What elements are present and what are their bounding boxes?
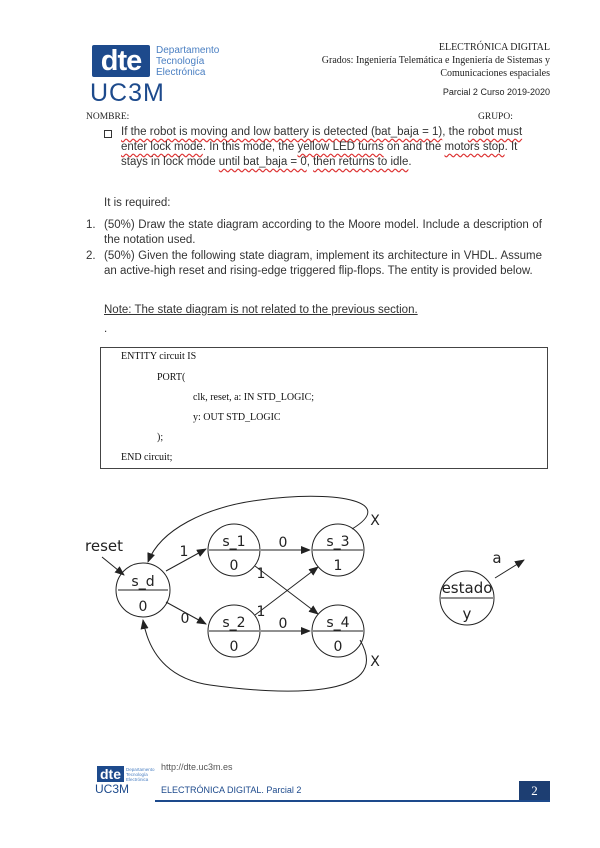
marked-phrase: motors stop	[444, 141, 505, 153]
marked-phrase: If the robot is moving and low battery is detected (bat_baja = 1)	[121, 126, 443, 138]
state-name: s_d	[131, 574, 155, 590]
state-output: 0	[229, 639, 239, 655]
note-text: Note: The state diagram is not related to the previous section.	[104, 304, 418, 316]
transition-label: 0	[278, 616, 288, 632]
required-label: It is required:	[104, 197, 171, 209]
state-name: s_3	[326, 534, 350, 550]
state-output: 0	[138, 599, 148, 615]
degrees-line: Grados: Ingeniería Telemática e Ingeniería de Sistemas y	[321, 55, 550, 66]
marked-phrase: yellow LED turns	[297, 141, 384, 153]
state-output: 0	[333, 639, 343, 655]
transition-label: 0	[278, 535, 288, 551]
transition-label: X	[370, 654, 380, 670]
bullet-paragraph	[121, 125, 546, 170]
uc3m-logo-text: UC3M	[90, 79, 165, 107]
state-output: 1	[333, 558, 343, 574]
state-name: s_4	[326, 615, 350, 631]
dte-logo	[92, 45, 150, 77]
text-fragment: , the	[442, 126, 468, 138]
state-name: s_1	[222, 534, 246, 550]
item-number: 1.	[86, 219, 96, 231]
legend-output-label: y	[462, 605, 472, 623]
transition-label: X	[370, 513, 380, 529]
course-title: ELECTRÓNICA DIGITAL	[438, 42, 550, 53]
legend-input-label: a	[492, 549, 502, 567]
code-line: );	[157, 432, 164, 443]
footer-logo-text: dte	[100, 766, 121, 782]
dept-line: Departamento	[156, 45, 220, 56]
vhdl-entity-box	[100, 347, 548, 469]
bullet-marker	[104, 130, 112, 138]
code-line: PORT(	[157, 372, 186, 383]
footer-logo	[97, 766, 124, 782]
reset-arrow	[102, 557, 124, 575]
footer-title: ELECTRÓNICA DIGITAL. Parcial 2	[161, 785, 302, 795]
stray-dot: .	[104, 323, 108, 335]
grupo-label: GRUPO:	[478, 112, 513, 122]
exam-course: Parcial 2 Curso 2019-2020	[442, 87, 550, 97]
dept-line: Electrónica	[156, 67, 206, 78]
page-number: 2	[519, 781, 550, 800]
logo-text: dte	[100, 45, 142, 77]
text-fragment: ,	[306, 156, 314, 168]
item-number: 2.	[86, 250, 96, 262]
code-line: clk, reset, a: IN STD_LOGIC;	[193, 392, 315, 403]
transition-label: 1	[256, 566, 266, 582]
transition-label: 1	[179, 544, 189, 560]
code-line: END circuit;	[121, 452, 173, 463]
text-fragment: . It stays in lock mode	[121, 141, 518, 168]
text-fragment: . In this mode, the	[202, 141, 298, 153]
dept-line: Electrónica	[126, 777, 149, 782]
nombre-label: NOMBRE:	[86, 112, 130, 122]
marked-phrase: robot must enter lock mode	[121, 126, 523, 153]
dept-line: Tecnología	[156, 56, 205, 67]
department-name	[156, 45, 219, 78]
code-line: ENTITY circuit IS	[121, 351, 197, 362]
state-name: s_2	[222, 615, 246, 631]
state-output: 0	[229, 558, 239, 574]
footer-uc3m: UC3M	[95, 782, 130, 796]
text-fragment: .	[408, 156, 412, 168]
transition-label: 0	[180, 611, 190, 627]
legend-state-label: estado	[441, 579, 493, 597]
footer-department	[126, 767, 155, 782]
transition-label: 1	[256, 604, 266, 620]
degrees-line: Comunicaciones espaciales	[440, 68, 550, 79]
state-diagram	[0, 490, 600, 720]
code-line: y: OUT STD_LOGIC	[193, 412, 281, 423]
question-item: (50%) Draw the state diagram according to the Moore model. Include a description of the notation used.	[104, 219, 542, 246]
question-item: (50%) Given the following state diagram, implement its architecture in VHDL. Assume an active-high reset and rising-edge triggered flip-flops. The entity is provided below.	[104, 250, 542, 277]
footer-url: http://dte.uc3m.es	[161, 762, 233, 772]
text-fragment: on and the	[383, 141, 445, 153]
marked-phrase: then returns to idle	[313, 156, 409, 168]
dept-line: Tecnología	[126, 772, 148, 777]
marked-phrase: until bat_baja = 0	[218, 156, 307, 168]
dept-line: Departamento	[126, 767, 155, 772]
reset-label: reset	[85, 537, 123, 555]
